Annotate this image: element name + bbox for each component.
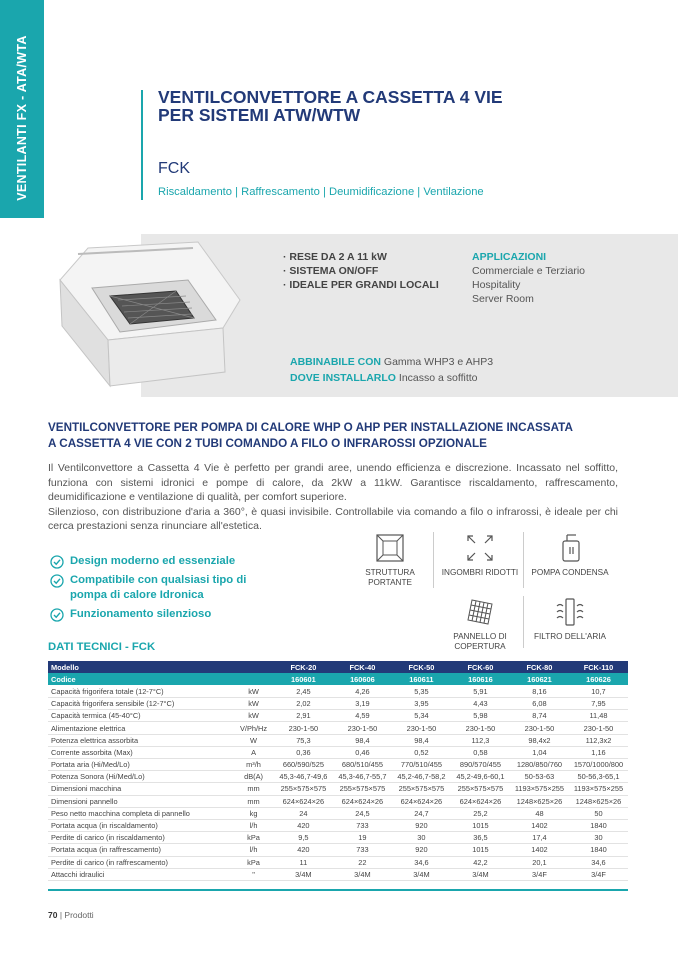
description-paragraph: Silenzioso, con distribuzione d'aria a 360°, è quasi invisibile. Controllabile via comando a filo o infrarossi, è ideale per chi cerca prestazioni senza rinunciare all'estetica.	[48, 505, 618, 532]
row-unit: A	[233, 746, 274, 758]
model-col: FCK-20	[274, 661, 333, 673]
application-item: Hospitality	[472, 279, 521, 291]
air-filter-icon	[554, 596, 586, 628]
benefit-label: Compatibile con qualsiasi tipo di pompa di calore Idronica	[70, 574, 247, 601]
page-number: 70	[48, 910, 58, 920]
row-value: 1193×575×255	[510, 783, 569, 795]
code-cell: 160601	[274, 673, 333, 685]
row-label: Perdite di carico (in riscaldamento)	[48, 832, 233, 844]
install-label: DOVE INSTALLARLO	[290, 372, 396, 384]
benefit-list	[50, 554, 250, 626]
row-value: 1840	[569, 844, 628, 856]
row-unit: dB(A)	[233, 771, 274, 783]
model-label: Modello	[48, 661, 233, 673]
application-item: Commerciale e Terziario	[472, 265, 586, 277]
code-cell: 160616	[451, 673, 510, 685]
row-value: 24	[274, 807, 333, 819]
row-label: Portata aria (Hi/Med/Lo)	[48, 759, 233, 771]
row-value: 34,6	[392, 856, 451, 868]
row-value: 45,3-46,7-55,7	[333, 771, 392, 783]
row-label: Capacità frigorifera totale (12-7°C)	[48, 685, 233, 697]
subtitle-line-2: A CASSETTA 4 VIE CON 2 TUBI COMANDO A FILO O INFRAROSSI OPZIONALE	[48, 437, 487, 450]
row-value: 1402	[510, 819, 569, 831]
row-unit: W	[233, 734, 274, 746]
table-row	[48, 783, 628, 795]
row-value: 890/570/455	[451, 759, 510, 771]
description	[48, 461, 618, 534]
row-unit: V/Ph/Hz	[233, 722, 274, 734]
row-value: 230-1-50	[333, 722, 392, 734]
row-value: 0,46	[333, 746, 392, 758]
row-value: 45,2-46,7-58,2	[392, 771, 451, 783]
row-value: 6,08	[510, 698, 569, 710]
row-label: Alimentazione elettrica	[48, 722, 233, 734]
benefit-item	[50, 554, 250, 569]
row-value: 1280/850/760	[510, 759, 569, 771]
row-value: 25,2	[451, 807, 510, 819]
table-row	[48, 832, 628, 844]
check-circle-icon	[50, 608, 64, 622]
hero-feature: · IDEALE PER GRANDI LOCALI	[283, 278, 439, 292]
row-value: 2,91	[274, 710, 333, 722]
row-value: 34,6	[569, 856, 628, 868]
row-value: 624×624×26	[274, 795, 333, 807]
feature-struttura	[350, 532, 430, 588]
row-value: 624×624×26	[333, 795, 392, 807]
row-value: 420	[274, 819, 333, 831]
code-cell: 160626	[569, 673, 628, 685]
check-circle-icon	[50, 574, 64, 588]
combinable-label: ABBINABILE CON	[290, 356, 381, 368]
row-value: 11	[274, 856, 333, 868]
benefit-label: Design moderno ed essenziale	[70, 555, 236, 567]
row-value: 45,3-46,7-49,6	[274, 771, 333, 783]
row-value: 24,5	[333, 807, 392, 819]
feature-ingombri	[440, 532, 520, 578]
row-value: 1193×575×255	[569, 783, 628, 795]
row-label: Dimensioni pannello	[48, 795, 233, 807]
title-line-1: VENTILCONVETTORE A CASSETTA 4 VIE	[158, 87, 503, 107]
specs-code-row	[48, 673, 628, 685]
row-unit: kW	[233, 698, 274, 710]
row-unit: l/h	[233, 819, 274, 831]
row-value: 230-1-50	[510, 722, 569, 734]
row-value: 3,95	[392, 698, 451, 710]
row-value: 3,19	[333, 698, 392, 710]
compact-size-icon	[464, 532, 496, 564]
code-label: Codice	[48, 673, 233, 685]
cassette-unit-image	[48, 240, 244, 390]
row-value: 920	[392, 819, 451, 831]
table-row	[48, 698, 628, 710]
row-unit: kg	[233, 807, 274, 819]
section-name: Prodotti	[64, 910, 94, 920]
row-value: 30	[392, 832, 451, 844]
benefit-item	[50, 573, 250, 603]
model-col: FCK-110	[569, 661, 628, 673]
title-line-2: PER SISTEMI ATW/WTW	[158, 105, 361, 125]
code-cell: 160606	[333, 673, 392, 685]
specs-title: DATI TECNICI - FCK	[48, 641, 156, 653]
code-cell: 160621	[510, 673, 569, 685]
row-value: 3/4M	[274, 868, 333, 880]
row-label: Corrente assorbita (Max)	[48, 746, 233, 758]
row-value: 0,58	[451, 746, 510, 758]
row-value: 5,98	[451, 710, 510, 722]
table-row	[48, 856, 628, 868]
specs-header-row	[48, 661, 628, 673]
row-value: 420	[274, 844, 333, 856]
row-value: 920	[392, 844, 451, 856]
model-col: FCK-80	[510, 661, 569, 673]
row-value: 1015	[451, 819, 510, 831]
row-value: 24,7	[392, 807, 451, 819]
page-footer: 70 | Prodotti	[48, 910, 94, 920]
table-row	[48, 722, 628, 734]
row-value: 0,52	[392, 746, 451, 758]
unit-header	[233, 661, 274, 673]
row-value: 5,34	[392, 710, 451, 722]
feature-label: INGOMBRI RIDOTTI	[441, 568, 519, 577]
row-value: 17,4	[510, 832, 569, 844]
description-paragraph: Il Ventilconvettore a Cassetta 4 Vie è perfetto per grandi aree, unendo efficienza e discrezione. Incassato nel soffitto, funziona con sistemi idronici e pompe di calore, da 2kW a 11kW. Garantisce riscaldamento, raffrescamento, deumidificazione e ventilazione di qualità, per comfort superiore.	[48, 462, 618, 503]
row-value: 112,3	[451, 734, 510, 746]
row-label: Dimensioni macchina	[48, 783, 233, 795]
subtitle-line-1: VENTILCONVETTORE PER POMPA DI CALORE WHP O AHP PER INSTALLAZIONE INCASSATA	[48, 421, 573, 434]
row-value: 255×575×575	[392, 783, 451, 795]
row-value: 255×575×575	[274, 783, 333, 795]
row-value: 230-1-50	[392, 722, 451, 734]
row-value: 733	[333, 844, 392, 856]
row-unit: l/h	[233, 844, 274, 856]
row-value: 7,95	[569, 698, 628, 710]
row-value: 11,48	[569, 710, 628, 722]
row-value: 1570/1000/800	[569, 759, 628, 771]
row-value: 1248×625×26	[569, 795, 628, 807]
row-value: 5,35	[392, 685, 451, 697]
model-col: FCK-50	[392, 661, 451, 673]
row-value: 255×575×575	[451, 783, 510, 795]
feature-pannello	[440, 596, 520, 652]
row-value: 9,5	[274, 832, 333, 844]
row-value: 1015	[451, 844, 510, 856]
row-value: 1,16	[569, 746, 628, 758]
row-value: 20,1	[510, 856, 569, 868]
row-value: 2,02	[274, 698, 333, 710]
hero-feature: · SISTEMA ON/OFF	[283, 264, 439, 278]
feature-pompa	[530, 532, 610, 578]
feature-label: FILTRO DELL'ARIA	[534, 632, 606, 641]
row-value: 2,45	[274, 685, 333, 697]
hero-feature-list	[283, 250, 439, 292]
table-row	[48, 868, 628, 880]
row-value: 3/4F	[510, 868, 569, 880]
table-row	[48, 746, 628, 758]
row-value: 3/4M	[451, 868, 510, 880]
table-row	[48, 734, 628, 746]
install-value: Incasso a soffitto	[398, 372, 478, 384]
row-value: 1840	[569, 819, 628, 831]
model-col: FCK-60	[451, 661, 510, 673]
table-row	[48, 807, 628, 819]
row-value: 98,4	[333, 734, 392, 746]
row-unit: kPa	[233, 832, 274, 844]
table-row	[48, 685, 628, 697]
table-row	[48, 844, 628, 856]
row-value: 98,4x2	[510, 734, 569, 746]
row-value: 10,7	[569, 685, 628, 697]
row-value: 1248×625×26	[510, 795, 569, 807]
hero-feature: · RESE DA 2 A 11 kW	[283, 250, 439, 264]
row-label: Capacità termica (45-40°C)	[48, 710, 233, 722]
row-value: 660/590/525	[274, 759, 333, 771]
row-label: Potenza Sonora (Hi/Med/Lo)	[48, 771, 233, 783]
check-circle-icon	[50, 555, 64, 569]
row-value: 8,74	[510, 710, 569, 722]
feature-label: PANNELLO DI COPERTURA	[453, 632, 507, 651]
code-cell: 160611	[392, 673, 451, 685]
row-value: 230-1-50	[451, 722, 510, 734]
subtitle	[48, 420, 648, 452]
row-value: 624×624×26	[392, 795, 451, 807]
row-value: 4,59	[333, 710, 392, 722]
row-value: 22	[333, 856, 392, 868]
row-value: 36,5	[451, 832, 510, 844]
combination-info	[290, 354, 493, 386]
row-value: 0,36	[274, 746, 333, 758]
row-label: Portata acqua (in riscaldamento)	[48, 819, 233, 831]
row-value: 4,43	[451, 698, 510, 710]
condensate-pump-icon	[554, 532, 586, 564]
cover-panel-icon	[464, 596, 496, 628]
table-row	[48, 710, 628, 722]
row-unit: mm	[233, 795, 274, 807]
row-unit: mm	[233, 783, 274, 795]
row-unit: "	[233, 868, 274, 880]
row-label: Portata acqua (in raffrescamento)	[48, 844, 233, 856]
row-value: 48	[510, 807, 569, 819]
benefit-label: Funzionamento silenzioso	[70, 608, 212, 620]
row-value: 8,16	[510, 685, 569, 697]
row-value: 42,2	[451, 856, 510, 868]
row-label: Attacchi idraulici	[48, 868, 233, 880]
divider	[433, 532, 434, 588]
applications-title: APPLICAZIONI	[472, 251, 547, 263]
model-name: FCK	[158, 160, 190, 177]
benefit-item	[50, 607, 250, 622]
applications	[472, 250, 585, 306]
page-title	[158, 88, 503, 124]
row-value: 255×575×575	[333, 783, 392, 795]
row-value: 624×624×26	[451, 795, 510, 807]
table-row	[48, 771, 628, 783]
row-unit: kW	[233, 685, 274, 697]
row-label: Peso netto macchina completa di pannello	[48, 807, 233, 819]
application-item: Server Room	[472, 293, 534, 305]
structure-icon	[374, 532, 406, 564]
divider	[523, 596, 524, 648]
row-value: 19	[333, 832, 392, 844]
side-tab	[0, 0, 44, 218]
model-col: FCK-40	[333, 661, 392, 673]
row-value: 3/4M	[333, 868, 392, 880]
accent-line	[141, 90, 143, 200]
combinable-value: Gamma WHP3 e AHP3	[383, 356, 494, 368]
row-value: 5,91	[451, 685, 510, 697]
feature-label: POMPA CONDENSA	[531, 568, 609, 577]
code-unit	[233, 673, 274, 685]
row-value: 1,04	[510, 746, 569, 758]
row-value: 733	[333, 819, 392, 831]
table-bottom-line	[48, 889, 628, 891]
row-value: 1402	[510, 844, 569, 856]
row-value: 50-56,3-65,1	[569, 771, 628, 783]
operating-modes: Riscaldamento | Raffrescamento | Deumidificazione | Ventilazione	[158, 186, 484, 198]
divider	[523, 532, 524, 588]
row-value: 230-1-50	[274, 722, 333, 734]
row-value: 50	[569, 807, 628, 819]
row-value: 98,4	[392, 734, 451, 746]
row-value: 3/4F	[569, 868, 628, 880]
row-label: Potenza elettrica assorbita	[48, 734, 233, 746]
row-unit: m³/h	[233, 759, 274, 771]
table-row	[48, 759, 628, 771]
table-row	[48, 819, 628, 831]
feature-label: STRUTTURA PORTANTE	[365, 568, 415, 587]
table-row	[48, 795, 628, 807]
row-value: 45,2-49,6-60,1	[451, 771, 510, 783]
row-label: Perdite di carico (in raffrescamento)	[48, 856, 233, 868]
row-value: 680/510/455	[333, 759, 392, 771]
row-unit: kPa	[233, 856, 274, 868]
row-value: 50-53-63	[510, 771, 569, 783]
specs-table	[48, 661, 628, 881]
row-value: 30	[569, 832, 628, 844]
row-label: Capacità frigorifera sensibile (12-7°C)	[48, 698, 233, 710]
row-value: 230-1-50	[569, 722, 628, 734]
row-value: 3/4M	[392, 868, 451, 880]
row-value: 770/510/455	[392, 759, 451, 771]
feature-filtro	[530, 596, 610, 642]
row-value: 75,3	[274, 734, 333, 746]
row-value: 112,3x2	[569, 734, 628, 746]
row-unit: kW	[233, 710, 274, 722]
row-value: 4,26	[333, 685, 392, 697]
side-tab-label: VENTILANTI FX - ATA/WTA	[15, 35, 29, 201]
